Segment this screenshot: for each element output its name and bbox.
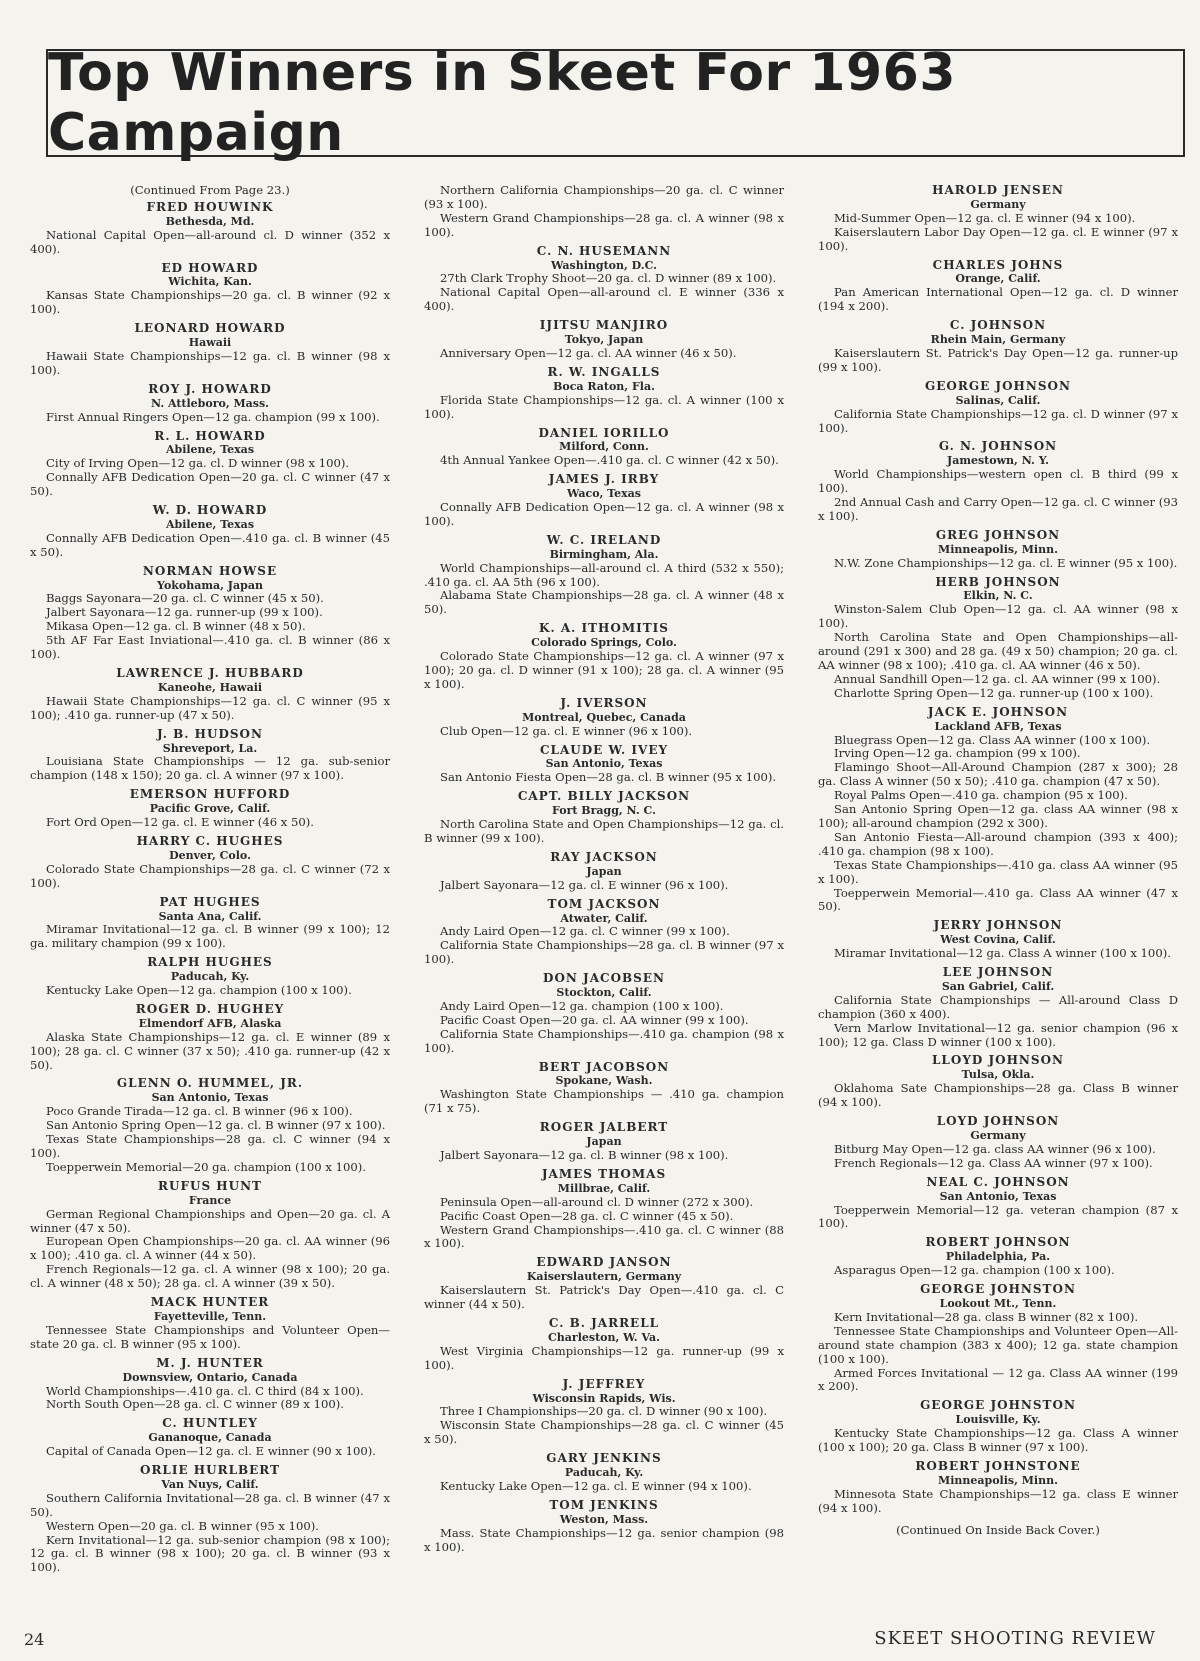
winner-location: Kaiserslautern, Germany	[526, 1270, 682, 1284]
winner-location: Waco, Texas	[566, 487, 642, 501]
winner-result: Pan American International Open—12 ga. cl. D winner (194 x 200).	[818, 285, 1178, 314]
winner-name: EMERSON HUFFORD	[129, 787, 291, 802]
winner-entry	[30, 1296, 390, 1352]
winner-name: TOM JENKINS	[549, 1497, 659, 1512]
winner-result: Bitburg May Open—12 ga. class AA winner (96 x 100).	[834, 1141, 1156, 1156]
winner-result: Jalbert Sayonara—12 ga. runner-up (99 x 100).	[46, 605, 323, 620]
winner-result: California State Championships—12 ga. cl. D winner (97 x 100).	[818, 406, 1178, 435]
winner-result: Charlotte Spring Open—12 ga. runner-up (100 x 100).	[834, 685, 1154, 700]
winner-location: Wichita, Kan.	[168, 275, 252, 289]
title-box	[46, 43, 1185, 163]
winner-result: Kern Invitational—12 ga. sub-senior champion (98 x 100); 12 ga. cl. B winner (98 x 100); 20 ga. cl. B winner (93 x 100).	[30, 1532, 390, 1575]
winner-result: Kentucky State Championships—12 ga. Class A winner (100 x 100); 20 ga. Class B winner (97 x 100).	[818, 1426, 1178, 1455]
winner-entry	[424, 1378, 784, 1448]
winner-result: French Regionals—12 ga. Class AA winner (97 x 100).	[834, 1155, 1153, 1170]
winner-result: Louisiana State Championships — 12 ga. sub-senior champion (148 x 150); 20 ga. cl. A winner (97 x 100).	[30, 754, 390, 783]
winner-name: LLOYD JOHNSON	[931, 1053, 1064, 1068]
winner-result: Colorado State Championships—28 ga. cl. C winner (72 x 100).	[30, 861, 390, 890]
winner-entry	[30, 1417, 390, 1459]
winner-entry	[424, 1317, 784, 1373]
winner-result: Mass. State Championships—12 ga. senior champion (98 x 100).	[424, 1525, 784, 1554]
winner-name: DON JACOBSEN	[543, 971, 665, 986]
winner-name: J. JEFFREY	[562, 1376, 646, 1391]
winner-entry	[30, 956, 390, 998]
winner-result: First Annual Ringers Open—12 ga. champion (99 x 100).	[46, 409, 380, 424]
winner-result: Connally AFB Dedication Open—.410 ga. cl. B winner (45 x 50).	[30, 530, 390, 559]
winner-entry	[424, 319, 784, 361]
winner-name: MACK HUNTER	[150, 1295, 270, 1310]
winner-location: Fort Bragg, N. C.	[552, 804, 656, 818]
winner-name: PAT HUGHES	[159, 894, 261, 909]
winner-result: World Championships—western open cl. B third (99 x 100).	[818, 467, 1178, 496]
winner-result: Baggs Sayonara—20 ga. cl. C winner (45 x 50).	[46, 591, 324, 606]
winner-result: Club Open—12 ga. cl. E winner (96 x 100).	[440, 723, 693, 738]
winner-location: San Antonio, Texas	[151, 1091, 269, 1105]
winner-name: NEAL C. JOHNSON	[926, 1174, 1070, 1189]
winner-entry	[30, 322, 390, 378]
winner-location: Gananoque, Canada	[148, 1431, 272, 1445]
winner-name: C. HUNTLEY	[162, 1416, 258, 1431]
winner-name: HERB JOHNSON	[935, 574, 1061, 589]
winner-name: FRED HOUWINK	[146, 199, 274, 214]
winner-result: Hawaii State Championships—12 ga. cl. C winner (95 x 100); .410 ga. runner-up (47 x 50).	[30, 693, 390, 722]
winner-name: C. N. HUSEMANN	[536, 243, 672, 258]
winner-entry	[30, 1077, 390, 1174]
winner-result: Southern California Invitational—28 ga. cl. B winner (47 x 50).	[30, 1490, 390, 1519]
winner-entry	[818, 706, 1178, 915]
winner-location: Pacific Grove, Calif.	[149, 802, 271, 816]
winner-location: Jamestown, N. Y.	[947, 454, 1049, 468]
winner-result: Connally AFB Dedication Open—12 ga. cl. A winner (98 x 100).	[424, 500, 784, 528]
winner-name: LEE JOHNSON	[942, 965, 1054, 980]
winner-entry	[818, 184, 1178, 254]
winner-result: Oklahoma Sate Championships—28 ga. Class B winner (94 x 100).	[818, 1081, 1178, 1110]
winner-location: Montreal, Quebec, Canada	[522, 710, 686, 724]
winner-name: GEORGE JOHNSTON	[920, 1398, 1076, 1413]
winner-result: Toepperwein Memorial—.410 ga. Class AA winner (47 x 50).	[818, 885, 1178, 914]
winner-location: Santa Ana, Calif.	[158, 909, 262, 923]
winner-entry	[424, 1061, 784, 1117]
winner-result: Toepperwein Memorial—12 ga. veteran champion (87 x 100).	[818, 1202, 1178, 1231]
winner-name: LAWRENCE J. HUBBARD	[116, 666, 304, 680]
winner-result: Flamingo Shoot—All-Around Champion (287 x 300); 28 ga. Class A winner (50 x 50); .410 ga. champion (47 x 50).	[818, 760, 1178, 789]
winner-location: Abilene, Texas	[165, 443, 255, 457]
winner-result: Western Open—20 ga. cl. B winner (95 x 100).	[46, 1518, 319, 1533]
winner-location: Kaneohe, Hawaii	[157, 680, 263, 694]
winner-location: Boca Raton, Fla.	[553, 379, 655, 393]
winner-result: National Capital Open—all-around cl. E winner (336 x 400).	[424, 285, 784, 314]
winner-result: San Antonio Spring Open—12 ga. cl. B winner (97 x 100).	[46, 1118, 386, 1133]
winner-result: N.W. Zone Championships—12 ga. cl. E winner (95 x 100).	[834, 555, 1178, 570]
winner-name: LOYD JOHNSON	[936, 1114, 1060, 1129]
winner-result: California State Championships — All-around Class D champion (360 x 400).	[818, 992, 1178, 1021]
winner-name: HARRY C. HUGHES	[136, 833, 284, 848]
winner-result: Peninsula Open—all-around cl. D winner (272 x 300).	[440, 1194, 754, 1209]
winner-result: Texas State Championships—.410 ga. class AA winner (95 x 100).	[818, 857, 1178, 886]
winner-result: California State Championships—.410 ga. champion (98 x 100).	[424, 1026, 784, 1055]
winner-location: Colorado Springs, Colo.	[531, 636, 677, 650]
winner-location: Lackland AFB, Texas	[934, 719, 1062, 733]
winner-result: Kaiserslautern St. Patrick's Day Open—12 ga. runner-up (99 x 100).	[818, 345, 1178, 374]
column-1	[30, 184, 390, 1580]
winner-location: Millbrae, Calif.	[557, 1181, 651, 1195]
winner-location: Orange, Calif.	[955, 272, 1041, 286]
winner-result: Northern California Championships—20 ga. cl. C winner (93 x 100).	[424, 183, 784, 211]
winner-result: Kaiserslautern St. Patrick's Day Open—.410 ga. cl. C winner (44 x 50).	[424, 1283, 784, 1312]
winner-entry	[424, 622, 784, 692]
winner-result: Alabama State Championships—28 ga. cl. A winner (48 x 50).	[424, 588, 784, 617]
winner-result: Tennessee State Championships and Volunteer Open—state 20 ga. cl. B winner (95 x 100).	[30, 1322, 390, 1351]
continued-from-note: (Continued From Page 23.)	[130, 183, 290, 197]
winner-location: Salinas, Calif.	[955, 393, 1041, 407]
winner-result: Anniversary Open—12 ga. cl. AA winner (46 x 50).	[440, 345, 737, 360]
winner-entry	[30, 383, 390, 425]
winner-location: Van Nuys, Calif.	[161, 1477, 259, 1491]
winner-name: GEORGE JOHNSON	[925, 378, 1071, 393]
winner-name: J. IVERSON	[560, 695, 648, 710]
winner-entry	[818, 1399, 1178, 1455]
winner-entry	[424, 1168, 784, 1251]
winner-result: West Virginia Championships—12 ga. runner-up (99 x 100).	[424, 1343, 784, 1372]
winner-entry	[424, 366, 784, 422]
winner-location: Birmingham, Ala.	[549, 547, 659, 561]
winner-result: Kaiserslautern Labor Day Open—12 ga. cl. E winner (97 x 100).	[818, 224, 1178, 253]
winner-entry	[30, 565, 390, 662]
winner-location: Wisconsin Rapids, Wis.	[532, 1391, 676, 1405]
winner-entry	[818, 966, 1178, 1049]
winner-entry	[30, 788, 390, 830]
winner-location: Rhein Main, Germany	[930, 333, 1066, 347]
winner-result: Miramar Invitational—12 ga. cl. B winner (99 x 100); 12 ga. military champion (99 x 100).	[30, 922, 390, 951]
winner-entry	[30, 504, 390, 560]
winner-result: German Regional Championships and Open—20 ga. cl. A winner (47 x 50).	[30, 1206, 390, 1235]
winner-name: W. C. IRELAND	[546, 532, 662, 547]
winner-name: K. A. ITHOMITIS	[539, 621, 669, 636]
winner-entry	[818, 576, 1178, 701]
winner-entry	[818, 529, 1178, 571]
winner-entry	[424, 972, 784, 1055]
winner-name: ROY J. HOWARD	[148, 381, 272, 396]
winner-location: Charleston, W. Va.	[548, 1330, 660, 1344]
winner-result: Poco Grande Tirada—12 ga. cl. B winner (96 x 100).	[46, 1104, 353, 1119]
winner-name: ROGER D. HUGHEY	[135, 1001, 285, 1016]
winner-result: Wisconsin State Championships—28 ga. cl. C winner (45 x 50).	[424, 1418, 784, 1447]
winner-location: San Antonio, Texas	[939, 1189, 1057, 1203]
winner-result: Andy Laird Open—12 ga. cl. C winner (99 x 100).	[440, 924, 730, 939]
winner-result: Kentucky Lake Open—12 ga. cl. E winner (94 x 100).	[440, 1478, 752, 1493]
winner-name: G. N. JOHNSON	[938, 439, 1058, 454]
winner-result: Western Grand Championships—28 ga. cl. A winner (98 x 100).	[424, 210, 784, 239]
winner-result: San Antonio Fiesta Open—28 ga. cl. B winner (95 x 100).	[440, 770, 777, 785]
winner-location: N. Attleboro, Mass.	[150, 396, 270, 410]
winner-name: ORLIE HURLBERT	[140, 1463, 280, 1478]
winner-result: San Antonio Spring Open—12 ga. class AA winner (98 x 100); all-around champion (292 x 300).	[818, 802, 1178, 830]
winner-entry	[818, 1283, 1178, 1394]
winner-name: GLENN O. HUMMEL, JR.	[116, 1076, 304, 1091]
winner-entry	[818, 1236, 1178, 1278]
winner-name: BERT JACOBSON	[538, 1059, 670, 1074]
winner-entry	[818, 1176, 1178, 1232]
winner-entry	[424, 245, 784, 315]
winner-result: Western Grand Championships—.410 ga. cl. C winner (88 x 100).	[424, 1222, 784, 1251]
winner-result: Kern Invitational—28 ga. class B winner (82 x 100).	[834, 1309, 1139, 1324]
winner-result: European Open Championships—20 ga. cl. AA winner (96 x 100); .410 ga. cl. A winner (44 x 50).	[30, 1234, 390, 1263]
winner-location: Japan	[586, 864, 622, 878]
winner-name: TOM JACKSON	[547, 896, 661, 911]
winner-name: HAROLD JENSEN	[932, 183, 1064, 197]
winner-location: Philadelphia, Pa.	[945, 1250, 1051, 1264]
winner-entry	[30, 1180, 390, 1291]
winner-entry	[30, 1003, 390, 1073]
winner-result: Bluegrass Open—12 ga. Class AA winner (100 x 100).	[834, 732, 1151, 747]
winner-result: Minnesota State Championships—12 ga. class E winner (94 x 100).	[818, 1486, 1178, 1515]
winner-location: Stockton, Calif.	[556, 986, 652, 1000]
winner-result: Winston-Salem Club Open—12 ga. cl. AA winner (98 x 100).	[818, 602, 1178, 631]
winner-location: Elkin, N. C.	[963, 589, 1033, 603]
winner-location: Denver, Colo.	[169, 848, 251, 862]
winner-result: 5th AF Far East Inviational—.410 ga. cl. B winner (86 x 100).	[30, 633, 390, 662]
winner-location: Tokyo, Japan	[564, 333, 644, 347]
winner-name: CLAUDE W. IVEY	[539, 742, 669, 757]
winner-result: Pacific Coast Open—28 ga. cl. C winner (45 x 50).	[440, 1208, 734, 1223]
winner-location: West Covina, Calif.	[940, 933, 1056, 947]
winner-entry	[424, 898, 784, 968]
winner-name: IJITSU MANJIRO	[539, 318, 669, 333]
winner-entry	[30, 201, 390, 257]
winner-entry	[30, 1357, 390, 1413]
winner-location: Shreveport, La.	[162, 741, 258, 755]
winner-entry	[30, 728, 390, 784]
winner-name: LEONARD HOWARD	[134, 321, 286, 336]
winner-name: DANIEL IORILLO	[538, 425, 670, 440]
winner-result: Asparagus Open—12 ga. champion (100 x 100).	[834, 1263, 1115, 1278]
winner-entry	[424, 851, 784, 893]
winner-result: Pacific Coast Open—20 ga. cl. AA winner (99 x 100).	[440, 1012, 749, 1027]
winner-result: City of Irving Open—12 ga. cl. D winner (98 x 100).	[46, 456, 350, 471]
winner-result: California State Championships—28 ga. cl. B winner (97 x 100).	[424, 938, 784, 967]
winner-location: Germany	[970, 1129, 1026, 1142]
winner-entry	[818, 259, 1178, 315]
winner-result: Capital of Canada Open—12 ga. cl. E winner (90 x 100).	[46, 1444, 376, 1459]
winner-location: Minneapolis, Minn.	[938, 1473, 1058, 1487]
winner-name: RAY JACKSON	[550, 849, 658, 864]
winner-entry	[424, 184, 784, 240]
winner-result: Mid-Summer Open—12 ga. cl. E winner (94 x 100).	[834, 210, 1136, 225]
winner-name: ROBERT JOHNSTONE	[915, 1458, 1081, 1473]
winner-entry	[424, 1256, 784, 1312]
winner-location: Germany	[970, 197, 1026, 211]
winner-name: JAMES THOMAS	[541, 1166, 667, 1181]
winner-result: Miramar Invitational—12 ga. Class A winner (100 x 100).	[834, 946, 1171, 961]
winner-location: Paducah, Ky.	[170, 970, 250, 984]
winner-result: Irving Open—12 ga. champion (99 x 100).	[834, 746, 1081, 761]
winner-entry	[818, 319, 1178, 375]
winner-name: EDWARD JANSON	[536, 1255, 672, 1270]
winner-result: Tennessee State Championships and Volunteer Open—All-around state champion (383 x 400); 12 ga. state champion (100 x 100).	[818, 1323, 1178, 1366]
winner-location: Washington, D.C.	[550, 258, 658, 272]
page-title: Top Winners in Skeet For 1963 Campaign	[48, 43, 956, 163]
winner-location: Paducah, Ky.	[564, 1466, 644, 1480]
winner-location: Spokane, Wash.	[555, 1074, 653, 1088]
winner-result: Alaska State Championships—12 ga. cl. E winner (89 x 100); 28 ga. cl. C winner (37 x 50); .410 ga. runner-up (42 x 50).	[30, 1029, 390, 1072]
winner-entry	[30, 262, 390, 318]
winner-result: Three I Championships—20 ga. cl. D winner (90 x 100).	[440, 1404, 768, 1419]
winner-name: NORMAN HOWSE	[142, 563, 278, 578]
winner-result: Kentucky Lake Open—12 ga. champion (100 x 100).	[46, 983, 352, 998]
winner-entry	[30, 835, 390, 891]
winner-result: Colorado State Championships—12 ga. cl. A winner (97 x 100); 20 ga. cl. D winner (91 x 100); 28 ga. cl. A winner (95 x 100).	[424, 649, 784, 691]
winner-result: Toepperwein Memorial—20 ga. champion (100 x 100).	[46, 1159, 366, 1174]
winner-name: GEORGE JOHNSTON	[920, 1282, 1076, 1297]
winner-result: Hawaii State Championships—12 ga. cl. B winner (98 x 100).	[30, 348, 390, 377]
winner-result: Jalbert Sayonara—12 ga. cl. B winner (98 x 100).	[440, 1148, 729, 1162]
winner-result: 27th Clark Trophy Shoot—20 ga. cl. D winner (89 x 100).	[440, 271, 777, 286]
winner-result: Fort Ord Open—12 ga. cl. E winner (46 x 50).	[46, 815, 314, 830]
page-number: 24	[24, 1630, 45, 1649]
winner-entry	[424, 744, 784, 786]
winner-result: Florida State Championships—12 ga. cl. A winner (100 x 100).	[424, 392, 784, 421]
winner-name: JERRY JOHNSON	[933, 918, 1063, 933]
winner-location: Abilene, Texas	[165, 517, 255, 531]
winner-entry	[424, 697, 784, 739]
winner-entry	[818, 1460, 1178, 1516]
winner-entry	[424, 1121, 784, 1163]
winner-result: Jalbert Sayonara—12 ga. cl. E winner (96 x 100).	[440, 877, 729, 892]
winner-result: Armed Forces Invitational — 12 ga. Class AA winner (199 x 200).	[818, 1365, 1178, 1394]
winner-entry	[424, 1499, 784, 1555]
winner-name: GREG JOHNSON	[935, 527, 1061, 542]
winner-entry	[818, 1115, 1178, 1171]
winner-name: C. B. JARRELL	[548, 1315, 660, 1330]
winner-location: Tulsa, Okla.	[961, 1068, 1035, 1082]
column-2	[424, 184, 784, 1559]
winner-location: Fayetteville, Tenn.	[153, 1309, 267, 1323]
winner-entry	[30, 896, 390, 952]
winner-name: R. W. INGALLS	[547, 364, 661, 379]
winner-name: C. JOHNSON	[949, 318, 1047, 333]
winner-location: Louisville, Ky.	[955, 1413, 1041, 1427]
winner-entry	[818, 1054, 1178, 1110]
winner-location: Milford, Conn.	[559, 440, 649, 454]
winner-name: W. D. HOWARD	[152, 503, 268, 518]
winner-entry	[30, 430, 390, 500]
winner-location: Elmendorf AFB, Alaska	[138, 1016, 282, 1030]
winner-entry	[818, 380, 1178, 436]
winner-result: Washington State Championships — .410 ga. champion (71 x 75).	[424, 1087, 784, 1116]
winner-entry	[30, 667, 390, 723]
winner-entry	[424, 473, 784, 529]
winner-location: Lookout Mt., Tenn.	[939, 1296, 1057, 1310]
winner-name: JACK E. JOHNSON	[927, 704, 1069, 719]
winner-name: RUFUS HUNT	[158, 1178, 262, 1193]
winner-result: San Antonio Fiesta—All-around champion (393 x 400); .410 ga. champion (98 x 100).	[818, 829, 1178, 858]
winner-location: Hawaii	[188, 336, 232, 350]
winner-location: San Antonio, Texas	[545, 757, 663, 771]
winner-location: Bethesda, Md.	[165, 214, 255, 228]
winner-location: Weston, Mass.	[559, 1512, 649, 1526]
winner-name: RALPH HUGHES	[147, 955, 273, 970]
winner-result: North South Open—28 ga. cl. C winner (89 x 100).	[46, 1397, 344, 1412]
winner-location: Atwater, Calif.	[560, 911, 648, 925]
winner-entry	[424, 534, 784, 617]
winner-result: Vern Marlow Invitational—12 ga. senior champion (96 x 100); 12 ga. Class D winner (100 x 100).	[818, 1020, 1178, 1049]
winner-result: Annual Sandhill Open—12 ga. cl. AA winner (99 x 100).	[834, 671, 1161, 686]
winner-result: Mikasa Open—12 ga. cl. B winner (48 x 50).	[46, 619, 306, 634]
winner-name: M. J. HUNTER	[156, 1355, 264, 1370]
winner-result: North Carolina State and Open Championships—12 ga. cl. B winner (99 x 100).	[424, 817, 784, 845]
winner-name: JAMES J. IRBY	[548, 472, 660, 487]
winner-location: France	[188, 1193, 232, 1207]
winner-result: Texas State Championships—28 ga. cl. C winner (94 x 100).	[30, 1132, 390, 1160]
winner-result: Royal Palms Open—.410 ga. champion (95 x 100).	[834, 788, 1128, 803]
winner-name: GARY JENKINS	[546, 1451, 662, 1466]
winner-name: J. B. HUDSON	[157, 726, 263, 741]
winner-entry	[818, 440, 1178, 523]
winner-location: Minneapolis, Minn.	[938, 542, 1058, 556]
magazine-name: SKEET SHOOTING REVIEW	[874, 1628, 1156, 1649]
column-3	[818, 184, 1178, 1537]
winner-location: Downsview, Ontario, Canada	[122, 1370, 298, 1384]
winner-result: French Regionals—12 ga. cl. A winner (98 x 100); 20 ga. cl. A winner (48 x 50); 28 ga. cl. A winner (39 x 50).	[30, 1262, 390, 1291]
continued-on-note: (Continued On Inside Back Cover.)	[896, 1522, 1100, 1537]
winner-result: Kansas State Championships—20 ga. cl. B winner (92 x 100).	[30, 288, 390, 317]
winner-name: R. L. HOWARD	[154, 428, 266, 443]
winner-result: World Championships—.410 ga. cl. C third (84 x 100).	[46, 1383, 364, 1398]
winner-name: CHARLES JOHNS	[932, 257, 1064, 272]
winner-result: North Carolina State and Open Championships—all-around (291 x 300) and 28 ga. (49 x 50) champion; 20 ga. cl. AA winner (98 x 100); .410 ga. cl. AA winner (46 x 50).	[818, 630, 1178, 672]
winner-result: 4th Annual Yankee Open—.410 ga. cl. C winner (42 x 50).	[440, 453, 779, 468]
winner-location: San Gabriel, Calif.	[941, 979, 1055, 993]
winner-result: World Championships—all-around cl. A third (532 x 550); .410 ga. cl. AA 5th (96 x 100).	[424, 560, 784, 589]
winner-result: Connally AFB Dedication Open—20 ga. cl. C winner (47 x 50).	[30, 470, 390, 499]
winner-entry	[424, 790, 784, 846]
winner-result: Andy Laird Open—12 ga. champion (100 x 100).	[440, 998, 724, 1013]
winner-entry	[818, 919, 1178, 961]
winner-name: ROBERT JOHNSON	[925, 1235, 1071, 1250]
winner-entry	[30, 1464, 390, 1575]
winner-name: CAPT. BILLY JACKSON	[517, 789, 691, 804]
winner-name: ED HOWARD	[161, 260, 259, 275]
winner-location: Japan	[586, 1135, 622, 1149]
winner-location: Yokohama, Japan	[157, 578, 263, 592]
winner-result: National Capital Open—all-around cl. D winner (352 x 400).	[30, 227, 390, 256]
winner-result: 2nd Annual Cash and Carry Open—12 ga. cl. C winner (93 x 100).	[818, 495, 1178, 523]
winner-name: ROGER JALBERT	[539, 1120, 669, 1135]
winner-entry	[424, 1452, 784, 1494]
winner-entry	[424, 427, 784, 469]
